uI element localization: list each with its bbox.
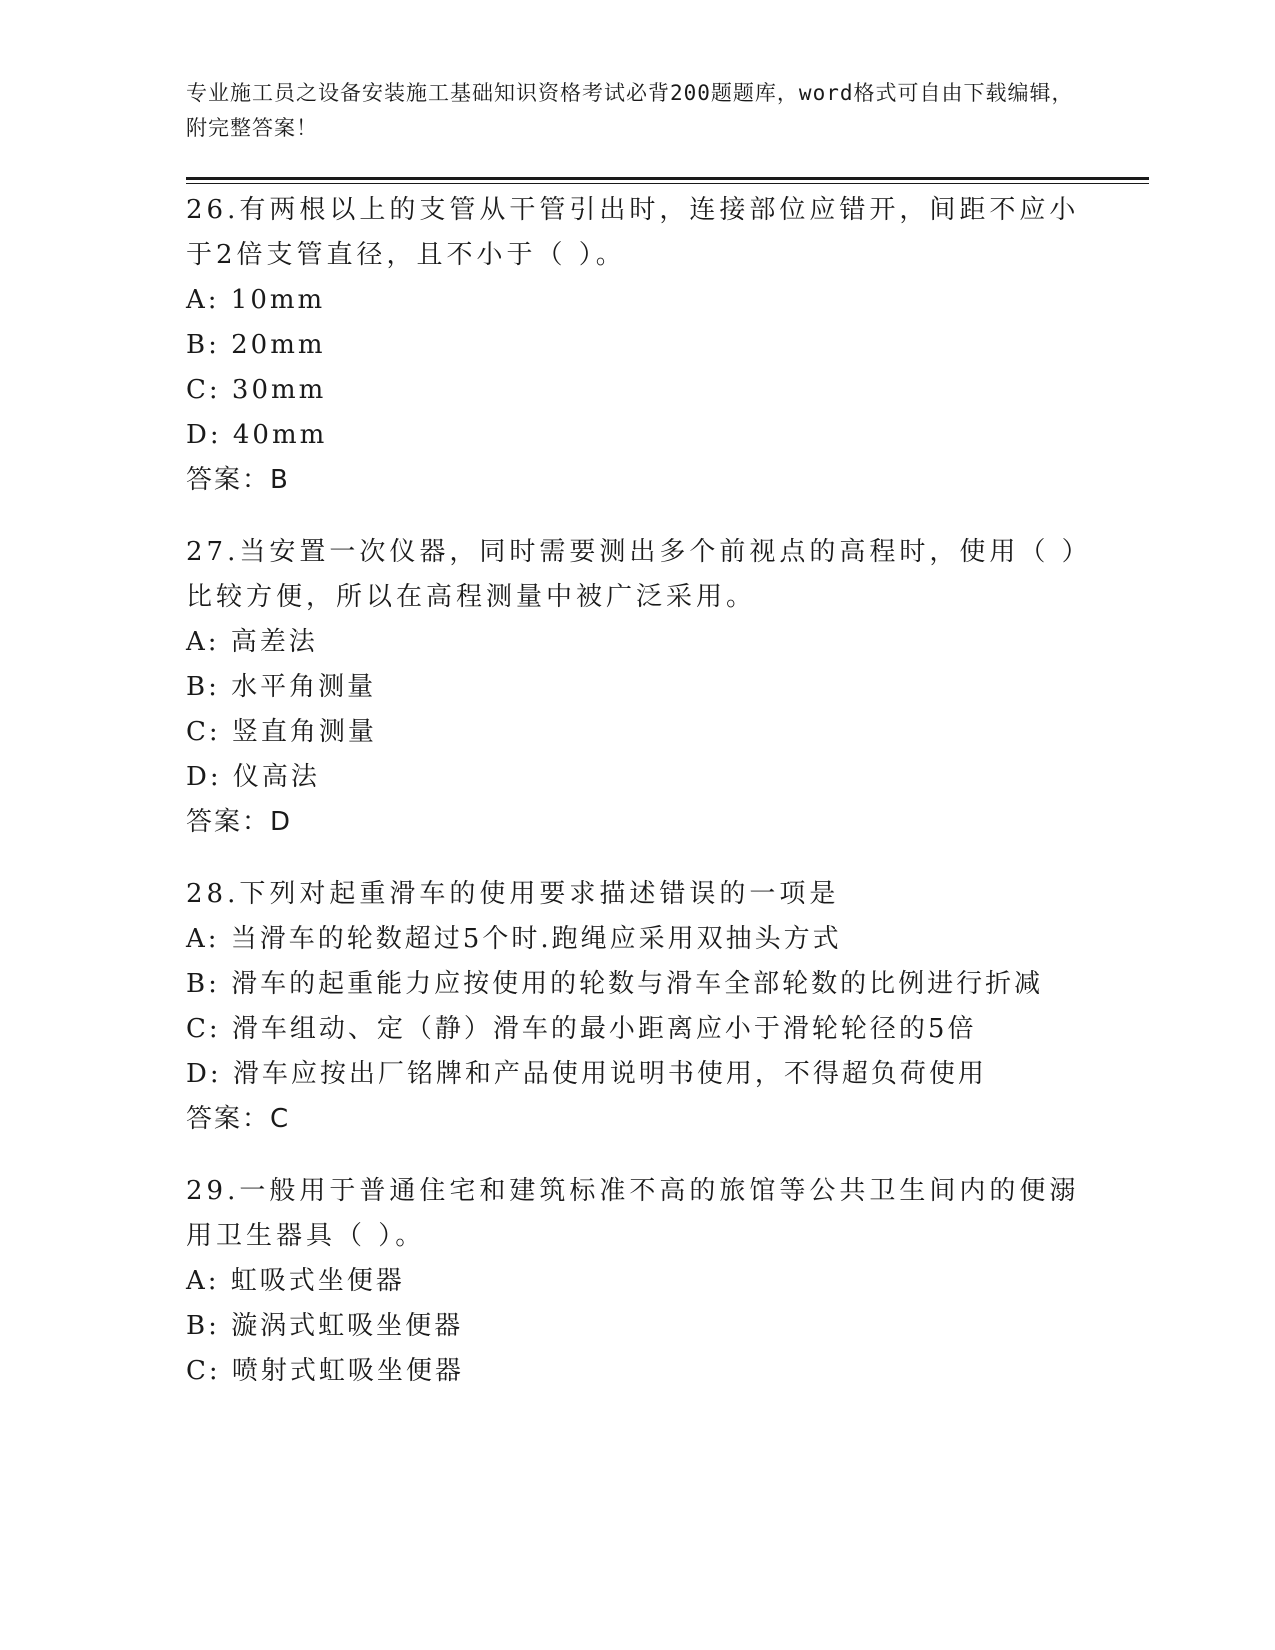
option-a: A: 虹吸式坐便器 — [186, 1266, 405, 1296]
option-c: C: 喷射式虹吸坐便器 — [186, 1356, 464, 1386]
option-a: A: 10mm — [186, 285, 326, 315]
option-b: B: 20mm — [186, 330, 326, 360]
header-divider-thin — [186, 183, 1149, 184]
question-list — [186, 188, 1106, 1422]
answer: 答案：D — [186, 807, 293, 837]
document-header: 专业施工员之设备安装施工基础知识资格考试必背200题题库，word格式可自由下载编辑，附完整答案！ — [186, 81, 1074, 140]
question-stem: 29.一般用于普通住宅和建筑标准不高的旅馆等公共卫生间内的便溺用卫生器具（ ）。 — [186, 1176, 1080, 1251]
answer: 答案：C — [186, 1104, 291, 1134]
option-a: A: 高差法 — [186, 627, 318, 657]
option-c: C: 滑车组动、定（静）滑车的最小距离应小于滑轮轮径的5倍 — [186, 1014, 977, 1044]
option-d: D: 40mm — [186, 420, 328, 450]
option-c: C: 30mm — [186, 375, 327, 405]
question-27 — [186, 530, 1106, 844]
option-b: B: 滑车的起重能力应按使用的轮数与滑车全部轮数的比例进行折减 — [186, 969, 1044, 999]
header-divider — [186, 177, 1149, 180]
option-c: C: 竖直角测量 — [186, 717, 377, 747]
question-stem: 28.下列对起重滑车的使用要求描述错误的一项是 — [186, 879, 840, 909]
question-stem: 27.当安置一次仪器，同时需要测出多个前视点的高程时，使用（ ）比较方便，所以在高程测量中被广泛采用。 — [186, 537, 1092, 612]
question-28 — [186, 872, 1106, 1141]
question-stem: 26.有两根以上的支管从干管引出时，连接部位应错开，间距不应小于2倍支管直径，且不小于（ ）。 — [186, 195, 1080, 270]
option-b: B: 漩涡式虹吸坐便器 — [186, 1311, 464, 1341]
answer: 答案：B — [186, 465, 290, 495]
option-b: B: 水平角测量 — [186, 672, 377, 702]
option-a: A: 当滑车的轮数超过5个时.跑绳应采用双抽头方式 — [186, 924, 842, 954]
option-d: D: 滑车应按出厂铭牌和产品使用说明书使用，不得超负荷使用 — [186, 1059, 987, 1089]
question-29 — [186, 1169, 1106, 1394]
question-26 — [186, 188, 1106, 502]
option-d: D: 仪高法 — [186, 762, 320, 792]
